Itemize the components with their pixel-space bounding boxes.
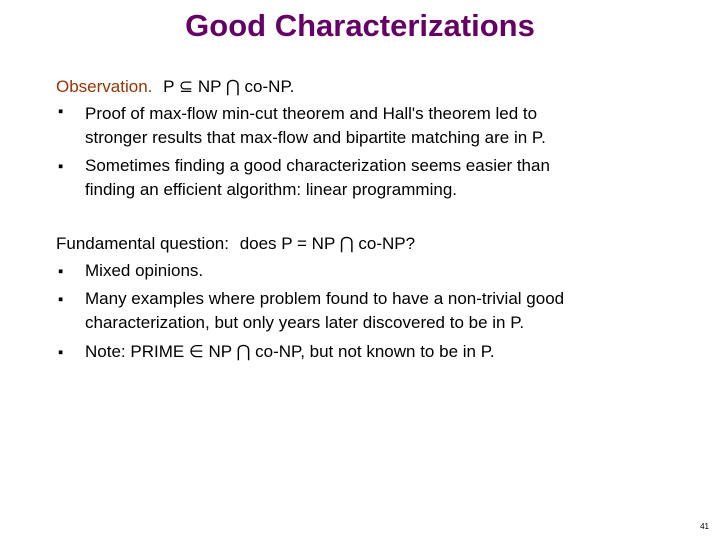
observation-label: Observation. — [56, 77, 153, 96]
bullet-line: characterization, but only years later discovered to be in P. — [85, 313, 525, 332]
observation-bullet-2 — [85, 154, 550, 202]
bullet-line: Mixed opinions. — [85, 261, 204, 280]
bullet-line: stronger results that max-flow and bipartite matching are in P. — [85, 128, 546, 147]
fundamental-heading — [56, 233, 415, 255]
fundamental-bullet-3 — [85, 340, 495, 364]
fundamental-bullet-2 — [85, 287, 564, 335]
fundamental-statement: does P = NP ⋂ co-NP? — [239, 234, 416, 253]
observation-bullet-1 — [85, 102, 546, 150]
bullet-line: Note: PRIME ∈ NP ⋂ co-NP, but not known to be in P. — [85, 342, 495, 361]
bullet-marker: ▪ — [58, 158, 64, 175]
bullet-line: Many examples where problem found to have a non-trivial good — [85, 289, 565, 308]
page-number: 41 — [700, 522, 709, 531]
bullet-line: Sometimes finding a good characterization seems easier than — [85, 156, 550, 175]
fundamental-label: Fundamental question: — [56, 234, 229, 253]
bullet-marker: ▪ — [58, 103, 64, 120]
observation-statement: P ⊆ NP ⋂ co-NP. — [163, 77, 295, 96]
bullet-marker: ▪ — [58, 291, 64, 308]
fundamental-bullet-1 — [85, 259, 203, 283]
slide-title: Good Characterizations — [185, 8, 535, 43]
bullet-line: Proof of max-flow min-cut theorem and Hall's theorem led to — [85, 104, 538, 123]
bullet-line: finding an efficient algorithm: linear programming. — [85, 180, 457, 199]
bullet-marker: ▪ — [58, 263, 64, 280]
bullet-marker: ▪ — [58, 344, 64, 361]
observation-heading — [56, 76, 294, 98]
